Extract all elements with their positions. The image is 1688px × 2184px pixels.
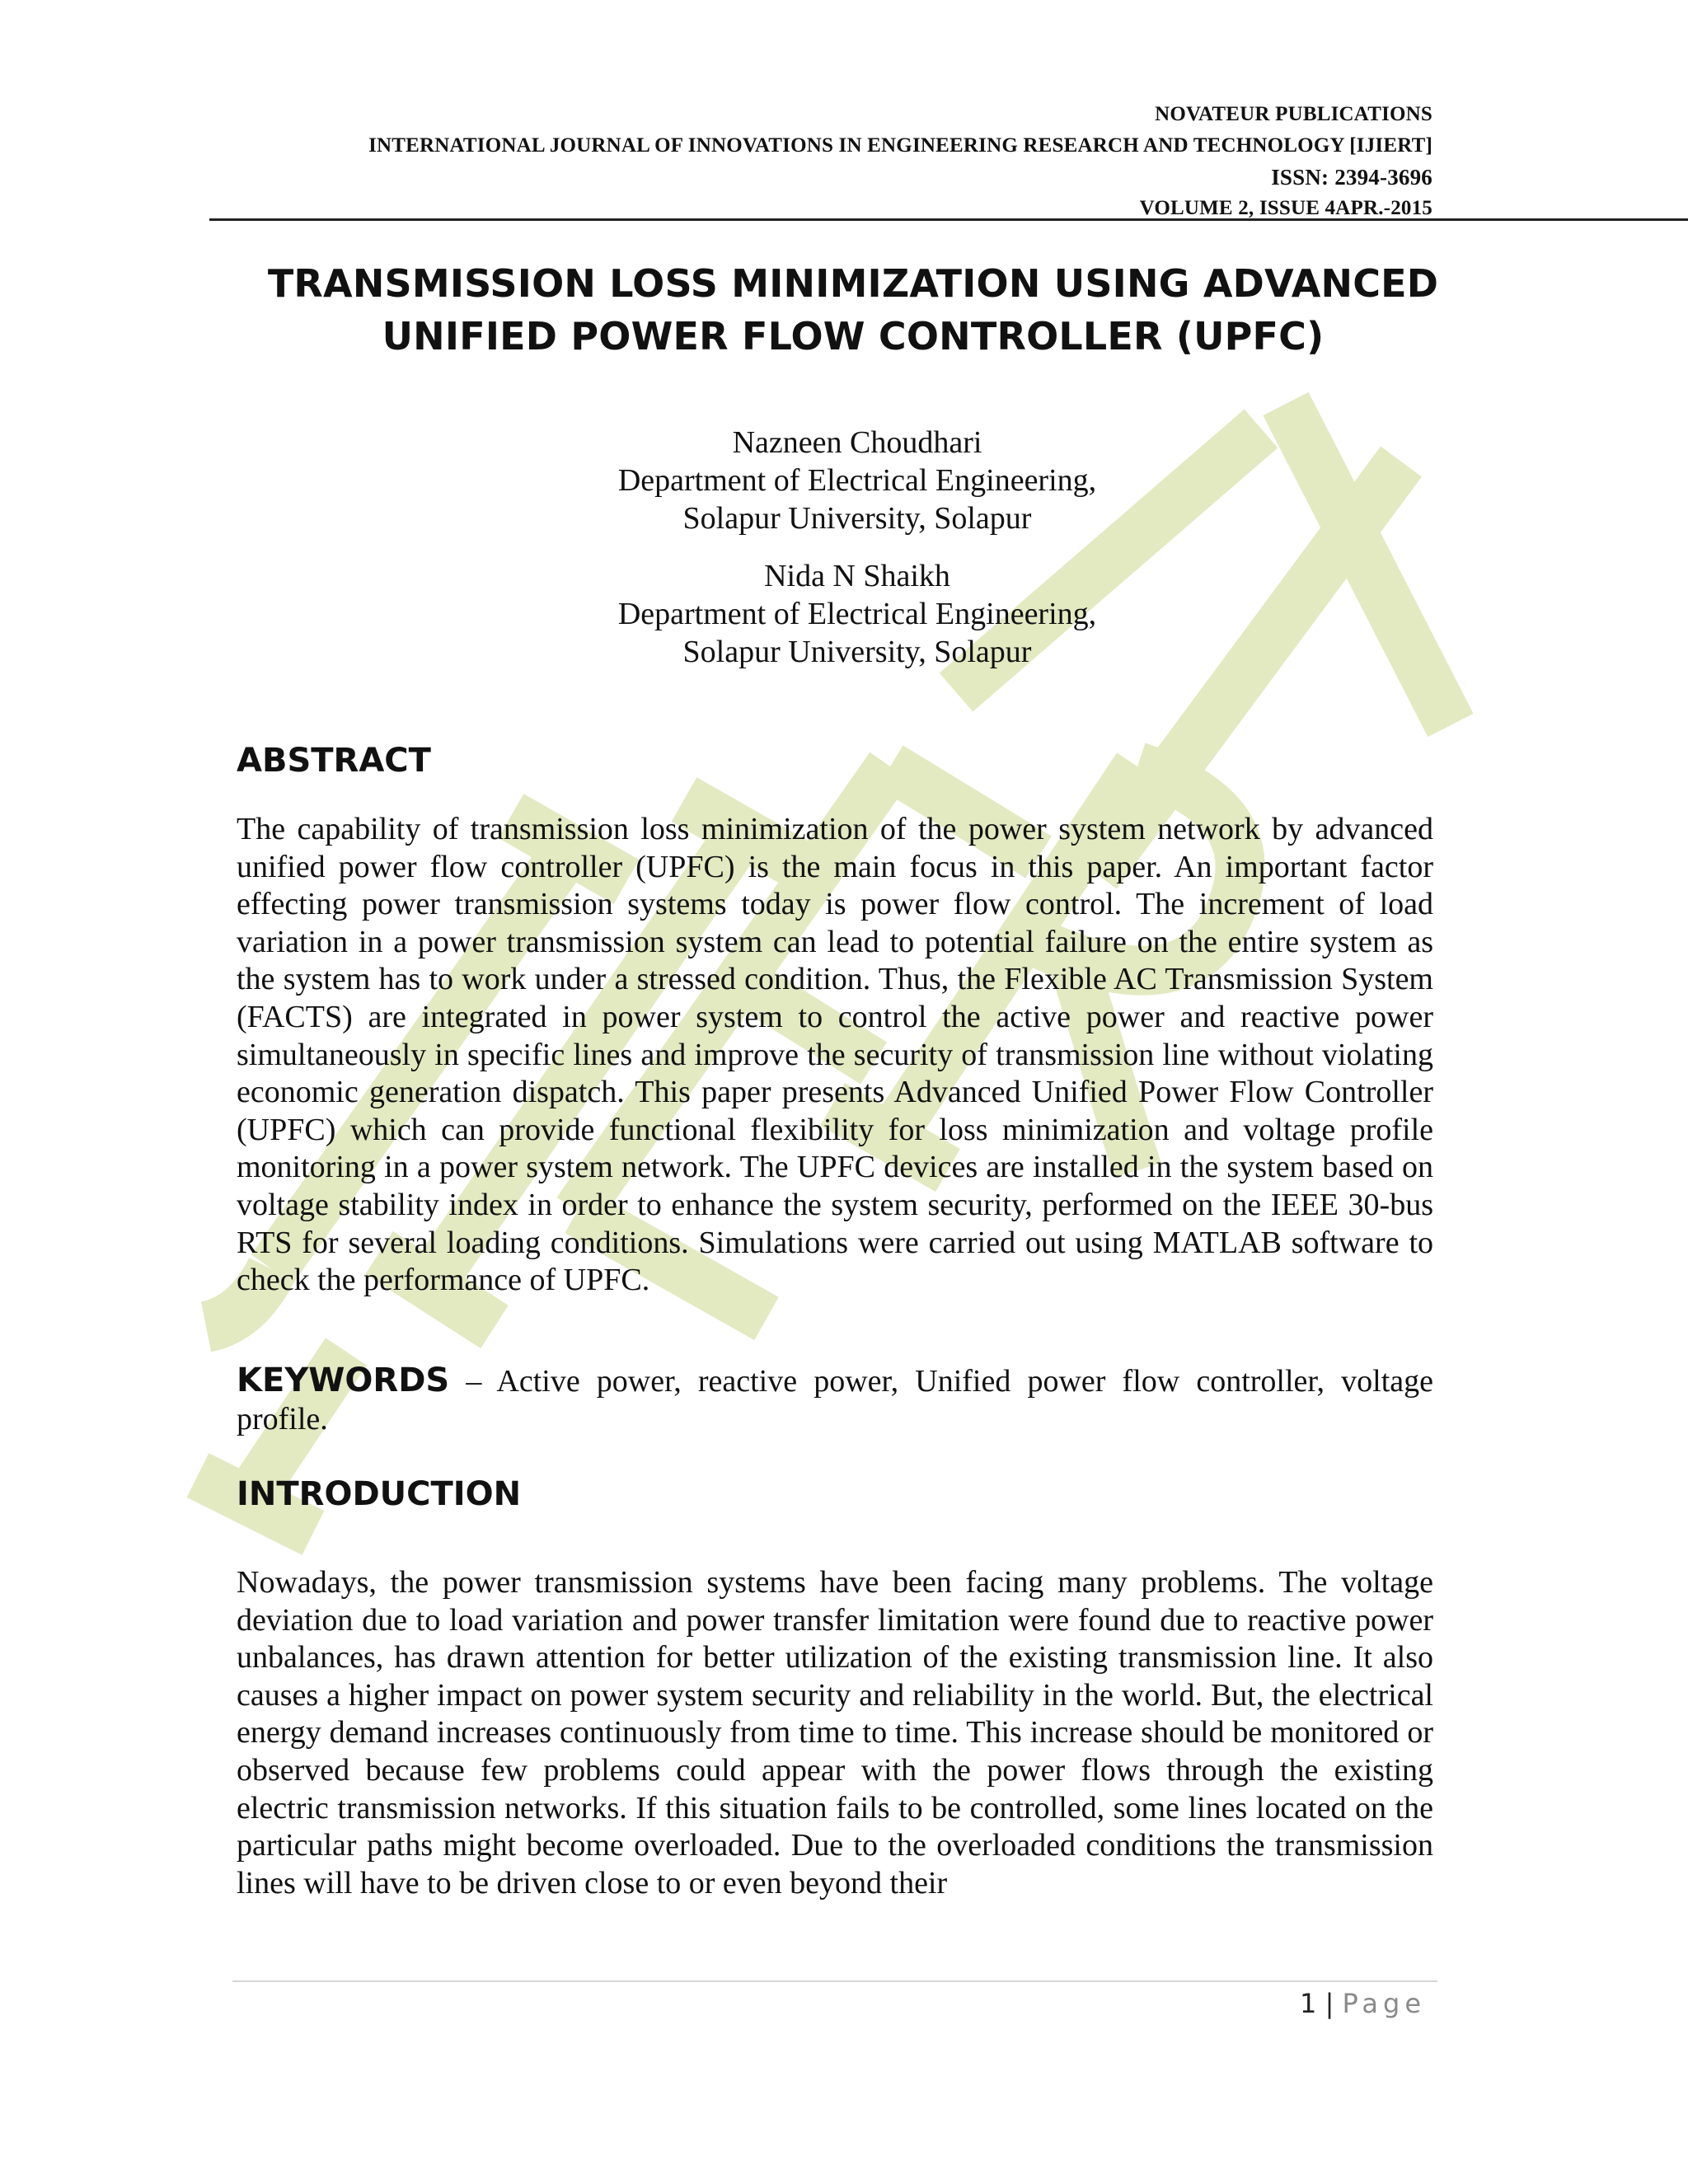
- journal-header: [368, 99, 1432, 224]
- page-footer: [1300, 1983, 1426, 2024]
- author-name: Nida N Shaikh: [764, 559, 950, 593]
- keywords-paragraph: [237, 1361, 1433, 1438]
- publisher-name: NOVATEUR PUBLICATIONS: [1155, 103, 1432, 125]
- footer-divider: [232, 1980, 1437, 1982]
- page-number: 1: [1300, 1988, 1317, 2019]
- page-label: Page: [1342, 1988, 1426, 2019]
- keywords-text: Active power, reactive power, Unified power flow controller, voltage profile.: [237, 1364, 1433, 1436]
- volume-issue: VOLUME 2, ISSUE 4APR.-2015: [1139, 197, 1432, 219]
- abstract-heading: ABSTRACT: [237, 742, 431, 780]
- author-block: [445, 424, 1269, 537]
- keywords-label: KEYWORDS: [237, 1361, 450, 1399]
- journal-name: INTERNATIONAL JOURNAL OF INNOVATIONS IN ENGINEERING RESEARCH AND TECHNOLOGY [IJIERT]: [368, 134, 1432, 157]
- author-affiliation: Solapur University, Solapur: [682, 635, 1032, 669]
- abstract-body: The capability of transmission loss minimization of the power system network by advanced unified power flow controller (UPFC) is the main focus in this paper. An important factor effecting power transmission systems today is power flow control. The increment of load variation in a power transmission system can lead to potential failure on the entire system as the system has to work under a stressed condition. Thus, the Flexible AC Transmission System (FACTS) are integrated in power system to control the active power and reactive power simultaneously in specific lines and improve the security of transmission line without violating economic generation dispatch. This paper presents Advanced Unified Power Flow Controller (UPFC) which can provide functional flexibility for loss minimization and voltage profile monitoring in a power system network. The UPFC devices are installed in the system based on voltage stability index in order to enhance the system security, performed on the IEEE 30-bus RTS for several loading conditions. Simulations were carried out using MATLAB software to check the performance of UPFC.: [237, 812, 1433, 1298]
- author-block: [445, 557, 1269, 671]
- header-divider: [209, 218, 1688, 221]
- author-department: Department of Electrical Engineering,: [617, 597, 1097, 631]
- author-name: Nazneen Choudhari: [732, 425, 982, 460]
- paper-title: [190, 257, 1517, 363]
- author-list: [445, 424, 1269, 691]
- author-department: Department of Electrical Engineering,: [617, 463, 1097, 498]
- introduction-heading: INTRODUCTION: [237, 1475, 522, 1513]
- author-affiliation: Solapur University, Solapur: [682, 501, 1032, 536]
- title-line-1: TRANSMISSION LOSS MINIMIZATION USING ADVANCED: [267, 261, 1439, 306]
- title-line-2: UNIFIED POWER FLOW CONTROLLER (UPFC): [382, 314, 1325, 359]
- introduction-body: Nowadays, the power transmission systems have been facing many problems. The voltage deviation due to load variation and power transfer limitation were found due to reactive power unbalances, has drawn attention for better utilization of the existing transmission line. It also causes a higher impact on power system security and reliability in the world. But, the electrical energy demand increases continuously from time to time. This increase should be monitored or observed because few problems could appear with the power flows through the existing electric transmission networks. If this situation fails to be controlled, some lines located on the particular paths might become overloaded. Due to the overloaded conditions the transmission lines will have to be driven close to or even beyond their: [237, 1565, 1433, 1900]
- footer-divider-bar: |: [1316, 1988, 1343, 2019]
- issn: ISSN: 2394-3696: [1271, 165, 1432, 190]
- keywords-separator: –: [449, 1364, 497, 1399]
